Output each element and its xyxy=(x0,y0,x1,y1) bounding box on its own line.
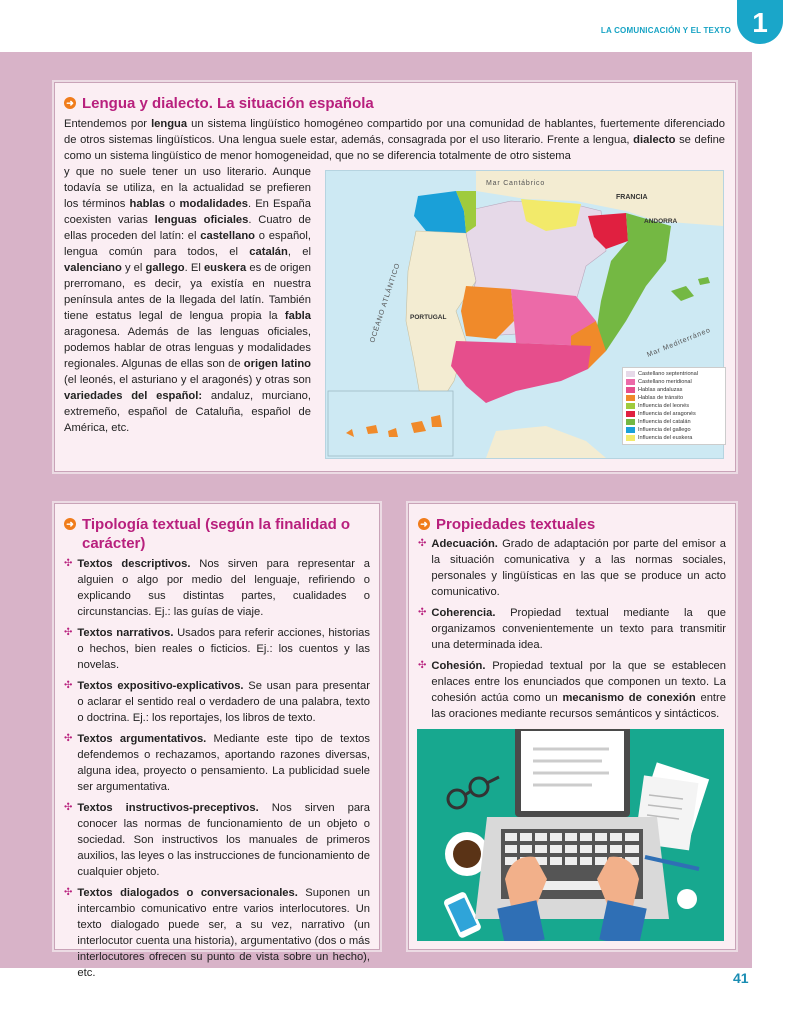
situation-paragraph: y que no suele tener un uso literario. Aunque todavía se utiliza, en la actualidad se prefieren los términos hablas o modalidades. En España coexisten varias lenguas oficiales. Cuatro de ellas proceden del latín: el castellano o español, lengua común para todos, el catalán, el valenciano y el gallego. El euskera es de origen prerromano, es decir, ya existía en nuestra península antes de la llegada del latín. También tiene estatus legal de lengua propia la fabla aragonesa. Además de las lenguas oficiales, podemos hablar de otras lenguas y modalidades regionales. Algunas de ellas son de origen latino (el leonés, el asturiano y el aragonés) y otras son variedades del español: andaluz, murciano, extremeño, español de Cataluña, español de América, etc. xyxy=(64,166,312,434)
menorca-island xyxy=(698,277,710,285)
diamond-bullet-icon: ✣ xyxy=(418,660,427,671)
legend-swatch xyxy=(626,371,635,377)
arrow-right-icon: ➜ xyxy=(64,518,76,530)
list-item: ✣ Textos argumentativos. Mediante este tipo de textos defendemos o rechazamos, aportando razones diversas, alguna idea, proyecto o pensamiento. La publicidad suele ser argumentativa. xyxy=(64,733,370,793)
legend-item: Influencia del leonés xyxy=(626,402,722,410)
box-title xyxy=(64,515,370,553)
diamond-bullet-icon: ✣ xyxy=(64,733,73,744)
tipologia-title: Tipología textual (según la finalidad o carácter) xyxy=(82,516,351,552)
diamond-bullet-icon: ✣ xyxy=(64,680,73,691)
gallego-region xyxy=(414,191,466,233)
list-item: ✣ Textos narrativos. Usados para referir acciones, historias o hechos, bien reales o ficticios. Ej.: los cuentos y las novelas. xyxy=(64,627,370,671)
andorra-label: ANDORRA xyxy=(644,218,678,225)
list-item: ✣ Adecuación. Grado de adaptación por parte del emisor a la situación comunicativa y a las normas sociales, personales y lingüísticas en las que se produce un acto comunicativo. xyxy=(418,538,726,598)
list-item: ✣ Cohesión. Propiedad textual por la que se establecen enlaces entre los enunciados que componen un texto. La cohesión actúa como un mecanismo de conexión entre las oraciones mediante recursos semánticos y sintácticos. xyxy=(418,660,726,720)
legend-swatch xyxy=(626,403,635,409)
diamond-bullet-icon: ✣ xyxy=(64,887,73,898)
lengua-dialecto-title: Lengua y dialecto. La situación española xyxy=(82,95,374,112)
legend-item: Influencia del euskera xyxy=(626,434,722,442)
legend-swatch xyxy=(626,435,635,441)
propiedades-textuales-box xyxy=(408,503,736,950)
list-item: ✣ Textos descriptivos. Nos sirven para representar a alguien o algo por medio del lenguaje, refiriendo o explicando sus distintas partes, cualidades o circunstancias. Ej.: las guías de viaje. xyxy=(64,558,370,618)
mallorca-island xyxy=(671,286,694,301)
francia-label: FRANCIA xyxy=(616,194,648,201)
crumpled-paper-icon xyxy=(677,889,697,909)
diamond-bullet-icon: ✣ xyxy=(64,558,73,569)
legend-swatch xyxy=(626,419,635,425)
intro-paragraph: Entendemos por lengua un sistema lingüístico homogéneo compartido por una comunidad de hablantes, fuertemente diferenciado de otros sistemas lingüísticos. Una lengua suele estar, además, consagrada por el uso literario. Frente a lengua, dialecto se define como un sistema lingüístico de menor homogeneidad, que no se diferencia totalmente de otro sistema xyxy=(64,118,726,162)
diamond-bullet-icon: ✣ xyxy=(64,802,73,813)
section-title: LA COMUNICACIÓN Y EL TEXTO xyxy=(600,26,731,35)
page-number: 41 xyxy=(733,970,749,986)
map-legend xyxy=(622,367,726,445)
legend-item: Influencia del aragonés xyxy=(626,410,722,418)
legend-item: Hablas de tránsito xyxy=(626,394,722,402)
box-title xyxy=(418,515,726,534)
propiedades-title: Propiedades textuales xyxy=(436,516,596,533)
page-header xyxy=(0,0,787,52)
legend-item: Influencia del catalán xyxy=(626,418,722,426)
legend-swatch xyxy=(626,395,635,401)
africa-land xyxy=(486,426,606,458)
mar-cantabrico-label: Mar Cantábrico xyxy=(486,180,546,187)
legend-swatch xyxy=(626,427,635,433)
box-title xyxy=(64,94,725,113)
list-item: ✣ Coherencia. Propiedad textual mediante la que organizamos convenientemente un texto para transmitir una determinada idea. xyxy=(418,607,726,651)
arrow-right-icon: ➜ xyxy=(64,97,76,109)
mar-mediterraneo-label: Mar Mediterráneo xyxy=(646,326,712,359)
diamond-bullet-icon: ✣ xyxy=(64,627,73,638)
spain-language-map xyxy=(325,170,724,459)
oceano-atlantico-label: OCÉANO ATLÁNTICO xyxy=(369,262,402,344)
laptop-illustration xyxy=(417,729,724,941)
legend-swatch xyxy=(626,387,635,393)
list-item: ✣ Textos expositivo-explicativos. Se usan para presentar o aclarar el sentido real o verdadero de una palabra, texto o doctrina. Ej.: los reportajes, los libros de texto. xyxy=(64,680,370,724)
legend-item: Influencia del gallego xyxy=(626,426,722,434)
chapter-number-badge: 1 xyxy=(737,0,783,44)
legend-swatch xyxy=(626,379,635,385)
list-item: ✣ Textos instructivos-preceptivos. Nos sirven para conocer las normas de funcionamiento de un objeto o sociedad. Son instructivos los manuales de primeros auxilios, las leyes o las instrucciones de funcionamiento de cualquier objeto. xyxy=(64,802,370,878)
diamond-bullet-icon: ✣ xyxy=(418,607,427,618)
legend-item: Castellano meridional xyxy=(626,378,722,386)
portugal-label: PORTUGAL xyxy=(410,314,447,321)
legend-item: Hablas andaluzas xyxy=(626,386,722,394)
diamond-bullet-icon: ✣ xyxy=(418,538,427,549)
tipologia-textual-box xyxy=(54,503,380,979)
legend-swatch xyxy=(626,411,635,417)
arrow-right-icon: ➜ xyxy=(418,518,430,530)
andaluz-region xyxy=(451,341,591,403)
list-item: ✣ Textos dialogados o conversacionales. Suponen un intercambio comunicativo entre varios interlocutores. Un texto dialogado puede ser, a su vez, narrativo (un interlocutor cuenta una historia), argumentativo (dos o más interlocutores ofrecen su punto de vista sobre un hecho), etc. xyxy=(64,887,370,979)
legend-item: Castellano septentrional xyxy=(626,370,722,378)
